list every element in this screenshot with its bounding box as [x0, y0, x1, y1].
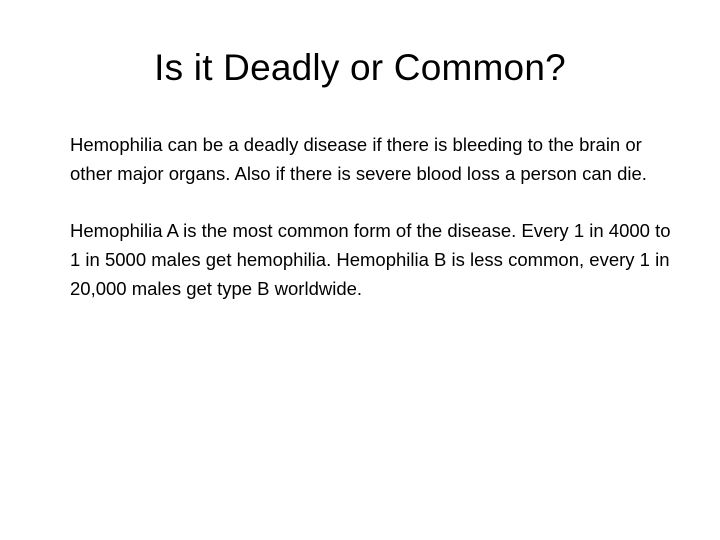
body-paragraph-deadly: Hemophilia can be a deadly disease if there is bleeding to the brain or other major organs. Also if there is severe blood loss a person can die. — [70, 134, 647, 184]
slide-title: Is it Deadly or Common? — [154, 47, 566, 88]
body-paragraph-common: Hemophilia A is the most common form of the disease. Every 1 in 4000 to 1 in 5000 males get hemophilia. Hemophilia B is less common, every 1 in 20,000 males get type B worldwide. — [70, 220, 671, 299]
slide-body — [70, 130, 680, 331]
